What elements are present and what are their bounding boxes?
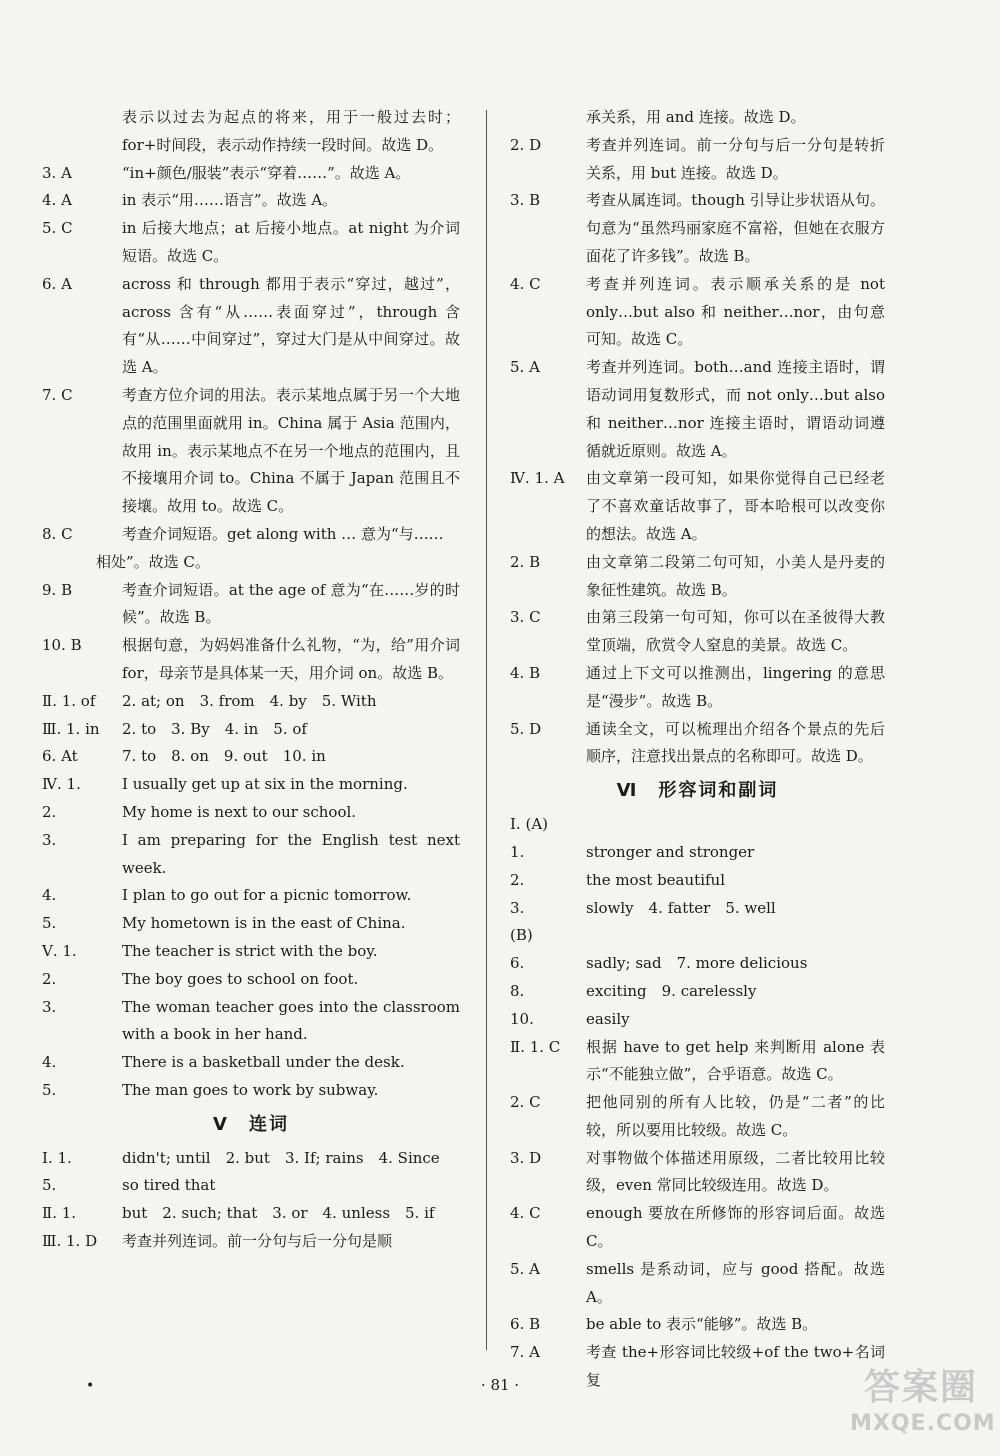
answer-text: but 2. such; that 3. or 4. unless 5. if: [122, 1204, 435, 1223]
answer-number: 5. A: [510, 1259, 540, 1278]
answer-number: [42, 104, 122, 160]
watermark-cn: 答案圈: [863, 1367, 978, 1408]
answer-item: [510, 465, 885, 548]
footer-dot: •: [86, 1378, 95, 1394]
answer-item: [510, 716, 885, 772]
answer-text: 把他同别的所有人比较，仍是“二者”的比较，所以要用比较级。故选 C。: [586, 1093, 885, 1139]
page-number: · 81 ·: [480, 1376, 520, 1394]
answer-item: [42, 966, 460, 994]
answer-number: 10.: [510, 1009, 534, 1028]
answer-text: The boy goes to school on foot.: [122, 969, 359, 988]
answer-text: 考查并列连词。前一分句与后一分句是顺: [122, 1232, 393, 1251]
answer-text: didn't; until 2. but 3. If; rains 4. Since: [122, 1148, 440, 1167]
answer-item: [42, 382, 460, 521]
answer-text: 考查介词短语。at the age of 意为“在……岁的时候”。故选 B。: [122, 580, 460, 627]
answer-number: 7. C: [42, 385, 73, 404]
answer-item: [510, 132, 885, 188]
answer-text: 根据 have to get help 来判断用 alone 表示“不能独立做”，合乎语意。故选 C。: [586, 1037, 885, 1084]
watermark-logo: [850, 1366, 996, 1448]
answer-text: be able to 表示“能够”。故选 B。: [586, 1315, 818, 1334]
answer-item: [42, 1200, 460, 1228]
answer-text: 对事物做个体描述用原级，二者比较用比较级，even 常同比较级连用。故选 D。: [586, 1148, 885, 1195]
answer-item: [510, 104, 885, 132]
answer-number: 3.: [42, 830, 57, 849]
answer-item: [42, 271, 460, 382]
section-heading: Ⅵ 形容词和副词: [616, 780, 779, 802]
answer-text: The woman teacher goes into the classroom with a book in her hand.: [122, 997, 460, 1044]
answer-number: 5. A: [510, 358, 540, 377]
answer-number: 2. D: [510, 135, 542, 154]
answer-number: 2. B: [510, 552, 541, 571]
answer-number: Ⅰ. (A): [510, 815, 548, 834]
answer-item: [510, 1200, 885, 1256]
answer-item: [42, 910, 460, 938]
answer-item: [42, 521, 460, 549]
answer-number: 6.: [510, 954, 525, 973]
answer-item: [510, 950, 885, 978]
answer-item: [510, 549, 885, 605]
answer-number: 3. B: [510, 191, 541, 210]
answer-item: [510, 1006, 885, 1034]
answer-number: 3. D: [510, 1148, 542, 1167]
answer-number: 2. C: [510, 1093, 541, 1112]
answer-item: [42, 549, 460, 577]
answer-number: 3.: [42, 997, 57, 1016]
answer-item: [42, 1228, 460, 1256]
answer-text: 表示以过去为起点的将来，用于一般过去时；for+时间段，表示动作持续一段时间。故选 D。: [122, 108, 460, 154]
column-divider: [486, 110, 487, 1350]
answer-text: 由文章第二段第二句可知，小美人是丹麦的象征性建筑。故选 B。: [586, 552, 885, 599]
answer-number: 6. A: [42, 274, 72, 293]
answer-text: 2. at; on 3. from 4. by 5. With: [122, 691, 377, 710]
right-column: [510, 104, 885, 1395]
answer-item: [42, 160, 460, 188]
answer-text: the most beautiful: [586, 870, 725, 889]
answer-number: 3.: [510, 898, 525, 917]
answer-text: My hometown is in the east of China.: [122, 914, 406, 933]
answer-text: 2. to 3. By 4. in 5. of: [122, 719, 307, 738]
answer-text: I plan to go out for a picnic tomorrow.: [122, 886, 412, 905]
answer-item: [510, 922, 885, 950]
answer-number: Ⅱ. 1. of: [42, 691, 96, 710]
answer-number: Ⅳ. 1. A: [510, 469, 565, 488]
answer-text: 由文章第一段可知，如果你觉得自己已经老了不喜欢童话故事了，哥本哈根可以改变你的想法。故选 A。: [586, 469, 885, 543]
answer-text: in 后接大地点；at 后接小地点。at night 为介词短语。故选 C。: [122, 219, 460, 265]
answer-number: Ⅴ. 1.: [42, 941, 77, 960]
answer-text: 通读全文，可以梳理出介绍各个景点的先后顺序，注意找出景点的名称即可。故选 D。: [586, 719, 885, 766]
answer-text: 由第三段第一句可知，你可以在圣彼得大教堂顶端，欣赏令人窒息的美景。故选 C。: [586, 608, 885, 655]
answer-item: [510, 1034, 885, 1090]
answer-number: 3. C: [510, 608, 541, 627]
answer-text: There is a basketball under the desk.: [122, 1053, 405, 1072]
answer-number: 3. A: [42, 163, 72, 182]
answer-text: The teacher is strict with the boy.: [122, 941, 378, 960]
answer-number: 2.: [42, 969, 57, 988]
answer-text: I am preparing for the English test next week.: [122, 830, 460, 877]
answer-item: [510, 811, 885, 839]
answer-text: 考查并列连词。表示顺承关系的是 not only…but also 和 neither…nor，由句意可知。故选 C。: [586, 274, 885, 349]
answer-text: 考查并列连词。前一分句与后一分句是转折关系，用 but 连接。故选 D。: [586, 135, 885, 182]
answer-number: 2.: [42, 802, 57, 821]
answer-item: [42, 994, 460, 1050]
answer-item: [42, 743, 460, 771]
answer-text: enough 要放在所修饰的形容词后面。故选 C。: [586, 1204, 885, 1251]
answer-number: 5.: [42, 1080, 57, 1099]
answer-item: [42, 882, 460, 910]
answer-item: [510, 1145, 885, 1201]
answer-number: 7. A: [510, 1343, 540, 1362]
answer-number: Ⅰ. 1.: [42, 1148, 72, 1167]
answer-item: [510, 1089, 885, 1145]
answer-number: 5. D: [510, 719, 542, 738]
answer-item: [42, 577, 460, 633]
answer-item: [42, 1049, 460, 1077]
answer-number: 4. B: [510, 663, 541, 682]
answer-text: My home is next to our school.: [122, 802, 357, 821]
answer-text: [586, 811, 885, 839]
answer-number: Ⅱ. 1.: [42, 1204, 77, 1223]
answer-text: [586, 922, 885, 950]
answer-item: [510, 187, 885, 270]
answer-item: [42, 827, 460, 883]
answer-number: 8.: [510, 981, 525, 1000]
answer-text: easily: [586, 1009, 630, 1028]
answer-text: 考查介词短语。get along with … 意为“与……: [122, 524, 444, 543]
answer-number: Ⅲ. 1. D: [42, 1232, 98, 1251]
answer-item: [42, 632, 460, 688]
watermark-en: MXQE.COM: [850, 1411, 996, 1436]
answer-item: [42, 771, 460, 799]
answer-item: [510, 895, 885, 923]
answer-number: Ⅱ. 1. C: [510, 1037, 561, 1056]
answer-number: Ⅳ. 1.: [42, 775, 81, 794]
answer-item: [510, 271, 885, 354]
left-column: [42, 104, 460, 1256]
answer-text: stronger and stronger: [586, 842, 755, 861]
answer-item: [510, 1256, 885, 1312]
answer-number: Ⅲ. 1. in: [42, 719, 100, 738]
answer-text: in 表示“用……语言”。故选 A。: [122, 191, 338, 210]
answer-number: 4. A: [42, 191, 72, 210]
answer-number: 6. B: [510, 1315, 541, 1334]
answer-number: 1.: [510, 842, 525, 861]
answer-number: 5.: [42, 1176, 57, 1195]
answer-item: [510, 978, 885, 1006]
answer-number: 4. C: [510, 1204, 541, 1223]
answer-number: 4. C: [510, 274, 541, 293]
answer-item: [42, 716, 460, 744]
answer-text: 7. to 8. on 9. out 10. in: [122, 747, 326, 766]
answer-text: 承关系，用 and 连接。故选 D。: [586, 108, 806, 126]
answer-text: exciting 9. carelessly: [586, 981, 757, 1000]
answer-text: 考查方位介词的用法。表示某地点属于另一个大地点的范围里面就用 in。China 属于 Asia 范围内，故用 in。表示某地点不在另一个地点的范围内，且不接壤用介词 to。China 不属于 Japan 范围且不接壤。故用 to。故选 C。: [122, 385, 460, 516]
answer-number: [510, 104, 586, 132]
answer-number: 6. At: [42, 747, 78, 766]
answer-number: (B): [510, 926, 533, 945]
answer-item: [42, 187, 460, 215]
answer-item: [510, 867, 885, 895]
answer-item: [42, 1172, 460, 1200]
answer-item: [42, 688, 460, 716]
answer-number: 2.: [510, 870, 525, 889]
answer-text: The man goes to work by subway.: [122, 1080, 379, 1099]
answer-text: so tired that: [122, 1176, 216, 1195]
answer-text: slowly 4. fatter 5. well: [586, 898, 776, 917]
answer-item: [510, 604, 885, 660]
answer-item: [42, 1145, 460, 1173]
answer-text: across 和 through 都用于表示“穿过，越过”，across 含有“从……表面穿过”，through 含有“从……中间穿过”，穿过大门是从中间穿过。故选 A。: [122, 274, 460, 377]
answer-item: [42, 215, 460, 271]
answer-text: “in+颜色/服装”表示“穿着……”。故选 A。: [122, 163, 411, 182]
answer-text: 考查从属连词。though 引导让步状语从句。句意为“虽然玛丽家庭不富裕，但她在衣服方面花了许多钱”。故选 B。: [586, 191, 885, 265]
answer-item: [510, 660, 885, 716]
section-heading: Ⅴ 连词: [213, 1113, 289, 1135]
answer-item: [510, 1311, 885, 1339]
answer-item: [42, 799, 460, 827]
answer-text: sadly; sad 7. more delicious: [586, 954, 808, 973]
answer-number: 10. B: [42, 636, 82, 655]
answer-number: 4.: [42, 886, 57, 905]
answer-text: smells 是系动词，应与 good 搭配。故选 A。: [586, 1259, 885, 1306]
answer-number: 9. B: [42, 580, 73, 599]
answer-text: 相处”。故选 C。: [96, 552, 210, 571]
answer-number: 5.: [42, 914, 57, 933]
answer-number: 4.: [42, 1053, 57, 1072]
answer-number: 8. C: [42, 524, 73, 543]
answer-text: 考查 the+形容词比较级+of the two+名词复: [586, 1343, 885, 1390]
answer-item: [42, 104, 460, 160]
answer-item: [42, 938, 460, 966]
answer-text: I usually get up at six in the morning.: [122, 775, 408, 794]
answer-item: [42, 1077, 460, 1105]
answer-text: 考查并列连词。both…and 连接主语时，谓语动词用复数形式，而 not only…but also 和 neither…nor 连接主语时，谓语动词遵循就近原则。故选 A。: [586, 358, 885, 460]
answer-item: [510, 354, 885, 465]
answer-number: 5. C: [42, 219, 73, 238]
answer-item: [510, 839, 885, 867]
answer-text: 根据句意，为妈妈准备什么礼物，“为，给”用介词 for，母亲节是具体某一天，用介词 on。故选 B。: [122, 636, 460, 682]
answer-text: 通过上下文可以推测出，lingering 的意思是“漫步”。故选 B。: [586, 663, 885, 710]
